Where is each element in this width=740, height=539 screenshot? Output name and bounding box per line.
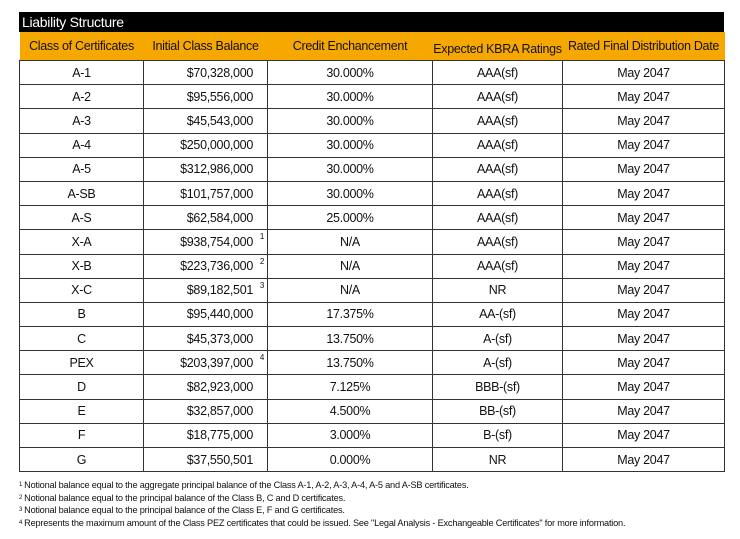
balance-value: $938,754,000 bbox=[180, 234, 253, 249]
table-header bbox=[20, 32, 725, 61]
table-body bbox=[20, 61, 725, 472]
cell-enhancement: 30.000% bbox=[268, 109, 433, 133]
header-distribution: Rated Final Distribution Date bbox=[563, 32, 725, 61]
table-row bbox=[20, 448, 725, 472]
balance-value: $32,857,000 bbox=[186, 404, 253, 419]
cell-class: E bbox=[20, 399, 144, 423]
cell-balance bbox=[144, 230, 268, 254]
balance-value: $70,328,000 bbox=[186, 65, 253, 80]
cell-rating: BBB-(sf) bbox=[433, 375, 563, 399]
cell-balance bbox=[144, 133, 268, 157]
header-ratings bbox=[433, 32, 563, 61]
cell-class: D bbox=[20, 375, 144, 399]
cell-balance bbox=[144, 302, 268, 326]
table-row bbox=[20, 399, 725, 423]
cell-balance bbox=[144, 423, 268, 447]
cell-enhancement: 30.000% bbox=[268, 181, 433, 205]
cell-balance bbox=[144, 109, 268, 133]
footnote-marker: 2 bbox=[259, 256, 264, 266]
cell-date: May 2047 bbox=[563, 399, 725, 423]
cell-balance bbox=[144, 85, 268, 109]
cell-enhancement: N/A bbox=[268, 278, 433, 302]
cell-class: A-1 bbox=[20, 61, 144, 85]
footnote-mark: 2 bbox=[19, 494, 23, 501]
cell-enhancement: 17.375% bbox=[268, 302, 433, 326]
balance-value: $82,923,000 bbox=[186, 380, 253, 395]
balance-value: $101,757,000 bbox=[180, 186, 253, 201]
cell-rating: NR bbox=[433, 278, 563, 302]
cell-class: G bbox=[20, 448, 144, 472]
balance-value: $62,584,000 bbox=[186, 210, 253, 225]
cell-class: X-C bbox=[20, 278, 144, 302]
liability-table bbox=[19, 32, 725, 472]
cell-class: A-5 bbox=[20, 157, 144, 181]
cell-rating: A-(sf) bbox=[433, 351, 563, 375]
table-row bbox=[20, 254, 725, 278]
footnote-text: Notional balance equal to the principal balance of the Class E, F and G certificates. bbox=[24, 505, 345, 515]
cell-balance bbox=[144, 157, 268, 181]
cell-class: A-SB bbox=[20, 181, 144, 205]
cell-class: B bbox=[20, 302, 144, 326]
cell-balance bbox=[144, 375, 268, 399]
footnote bbox=[19, 479, 729, 492]
cell-balance bbox=[144, 254, 268, 278]
footnote bbox=[19, 492, 729, 505]
cell-enhancement: 25.000% bbox=[268, 206, 433, 230]
cell-enhancement: 4.500% bbox=[268, 399, 433, 423]
cell-rating: AAA(sf) bbox=[433, 133, 563, 157]
table-row bbox=[20, 85, 725, 109]
cell-enhancement: 13.750% bbox=[268, 351, 433, 375]
footnote bbox=[19, 504, 729, 517]
cell-rating: AAA(sf) bbox=[433, 230, 563, 254]
cell-balance bbox=[144, 448, 268, 472]
cell-date: May 2047 bbox=[563, 254, 725, 278]
table-row bbox=[20, 206, 725, 230]
cell-enhancement: 30.000% bbox=[268, 61, 433, 85]
footnote-marker: 4 bbox=[259, 353, 264, 363]
footnote-text: Represents the maximum amount of the Class PEZ certificates that could be issued. See "Legal Analysis - Exchangeable Certificates" for more information. bbox=[24, 517, 626, 528]
table-title: Liability Structure bbox=[19, 12, 724, 32]
cell-rating: AAA(sf) bbox=[433, 61, 563, 85]
table-row bbox=[20, 351, 725, 375]
cell-rating: AA-(sf) bbox=[433, 302, 563, 326]
table-row bbox=[20, 181, 725, 205]
cell-rating: AAA(sf) bbox=[433, 157, 563, 181]
table-row bbox=[20, 327, 725, 351]
footnote-mark: 3 bbox=[19, 507, 23, 513]
cell-enhancement: 30.000% bbox=[268, 85, 433, 109]
balance-value: $37,550,501 bbox=[186, 452, 253, 467]
balance-value: $223,736,000 bbox=[180, 259, 253, 274]
cell-class: PEX bbox=[20, 351, 144, 375]
footnote-marker: 1 bbox=[259, 232, 264, 242]
cell-balance bbox=[144, 61, 268, 85]
footnotes bbox=[19, 479, 729, 529]
cell-date: May 2047 bbox=[563, 375, 725, 399]
cell-date: May 2047 bbox=[563, 448, 725, 472]
cell-rating: AAA(sf) bbox=[433, 254, 563, 278]
header-balance: Initial Class Balance bbox=[144, 32, 268, 61]
cell-enhancement: 30.000% bbox=[268, 133, 433, 157]
table-row bbox=[20, 230, 725, 254]
cell-balance bbox=[144, 399, 268, 423]
table-row bbox=[20, 133, 725, 157]
table-row bbox=[20, 109, 725, 133]
cell-date: May 2047 bbox=[563, 230, 725, 254]
footnote-mark: 4 bbox=[19, 519, 23, 526]
footnote-text: Notional balance equal to the principal balance of the Class B, C and D certificates. bbox=[24, 492, 346, 503]
table-row bbox=[20, 157, 725, 181]
cell-class: A-3 bbox=[20, 109, 144, 133]
cell-enhancement: 3.000% bbox=[268, 423, 433, 447]
cell-date: May 2047 bbox=[563, 206, 725, 230]
footnote-mark: 1 bbox=[19, 482, 23, 488]
cell-balance bbox=[144, 327, 268, 351]
cell-class: F bbox=[20, 423, 144, 447]
cell-date: May 2047 bbox=[563, 85, 725, 109]
cell-date: May 2047 bbox=[563, 302, 725, 326]
cell-class: X-A bbox=[20, 230, 144, 254]
cell-rating: BB-(sf) bbox=[433, 399, 563, 423]
balance-value: $203,397,000 bbox=[180, 355, 253, 370]
cell-enhancement: 0.000% bbox=[268, 448, 433, 472]
cell-date: May 2047 bbox=[563, 133, 725, 157]
balance-value: $45,543,000 bbox=[186, 113, 253, 128]
cell-balance bbox=[144, 278, 268, 302]
cell-class: A-2 bbox=[20, 85, 144, 109]
cell-class: A-4 bbox=[20, 133, 144, 157]
balance-value: $250,000,000 bbox=[180, 138, 253, 153]
header-enhancement: Credit Enchancement bbox=[268, 32, 433, 61]
footnote bbox=[19, 517, 729, 530]
cell-date: May 2047 bbox=[563, 61, 725, 85]
table-row bbox=[20, 278, 725, 302]
balance-value: $95,556,000 bbox=[186, 89, 253, 104]
footnote-text: Notional balance equal to the aggregate principal balance of the Class A-1, A-2, A-3, A-4, A-5 and A-SB certificates. bbox=[24, 480, 469, 490]
cell-rating: AAA(sf) bbox=[433, 85, 563, 109]
header-ratings-label: Expected KBRA Ratings bbox=[433, 42, 562, 56]
cell-enhancement: N/A bbox=[268, 230, 433, 254]
cell-balance bbox=[144, 181, 268, 205]
liability-structure-table-container bbox=[19, 12, 724, 472]
cell-rating: AAA(sf) bbox=[433, 109, 563, 133]
header-row bbox=[20, 32, 725, 61]
cell-class: X-B bbox=[20, 254, 144, 278]
cell-date: May 2047 bbox=[563, 278, 725, 302]
cell-class: A-S bbox=[20, 206, 144, 230]
cell-date: May 2047 bbox=[563, 327, 725, 351]
header-class: Class of Certificates bbox=[20, 32, 144, 61]
cell-class: C bbox=[20, 327, 144, 351]
balance-value: $18,775,000 bbox=[186, 428, 253, 443]
cell-date: May 2047 bbox=[563, 351, 725, 375]
cell-date: May 2047 bbox=[563, 423, 725, 447]
footnote-marker: 3 bbox=[259, 280, 264, 290]
cell-enhancement: 30.000% bbox=[268, 157, 433, 181]
balance-value: $89,182,501 bbox=[186, 283, 253, 298]
cell-balance bbox=[144, 206, 268, 230]
table-row bbox=[20, 61, 725, 85]
table-row bbox=[20, 302, 725, 326]
table-row bbox=[20, 375, 725, 399]
cell-date: May 2047 bbox=[563, 109, 725, 133]
cell-rating: B-(sf) bbox=[433, 423, 563, 447]
cell-balance bbox=[144, 351, 268, 375]
cell-rating: NR bbox=[433, 448, 563, 472]
cell-date: May 2047 bbox=[563, 181, 725, 205]
cell-rating: AAA(sf) bbox=[433, 181, 563, 205]
cell-rating: AAA(sf) bbox=[433, 206, 563, 230]
cell-enhancement: 7.125% bbox=[268, 375, 433, 399]
cell-date: May 2047 bbox=[563, 157, 725, 181]
table-row bbox=[20, 423, 725, 447]
balance-value: $45,373,000 bbox=[186, 331, 253, 346]
balance-value: $95,440,000 bbox=[186, 307, 253, 322]
cell-rating: A-(sf) bbox=[433, 327, 563, 351]
balance-value: $312,986,000 bbox=[180, 162, 253, 177]
cell-enhancement: 13.750% bbox=[268, 327, 433, 351]
cell-enhancement: N/A bbox=[268, 254, 433, 278]
